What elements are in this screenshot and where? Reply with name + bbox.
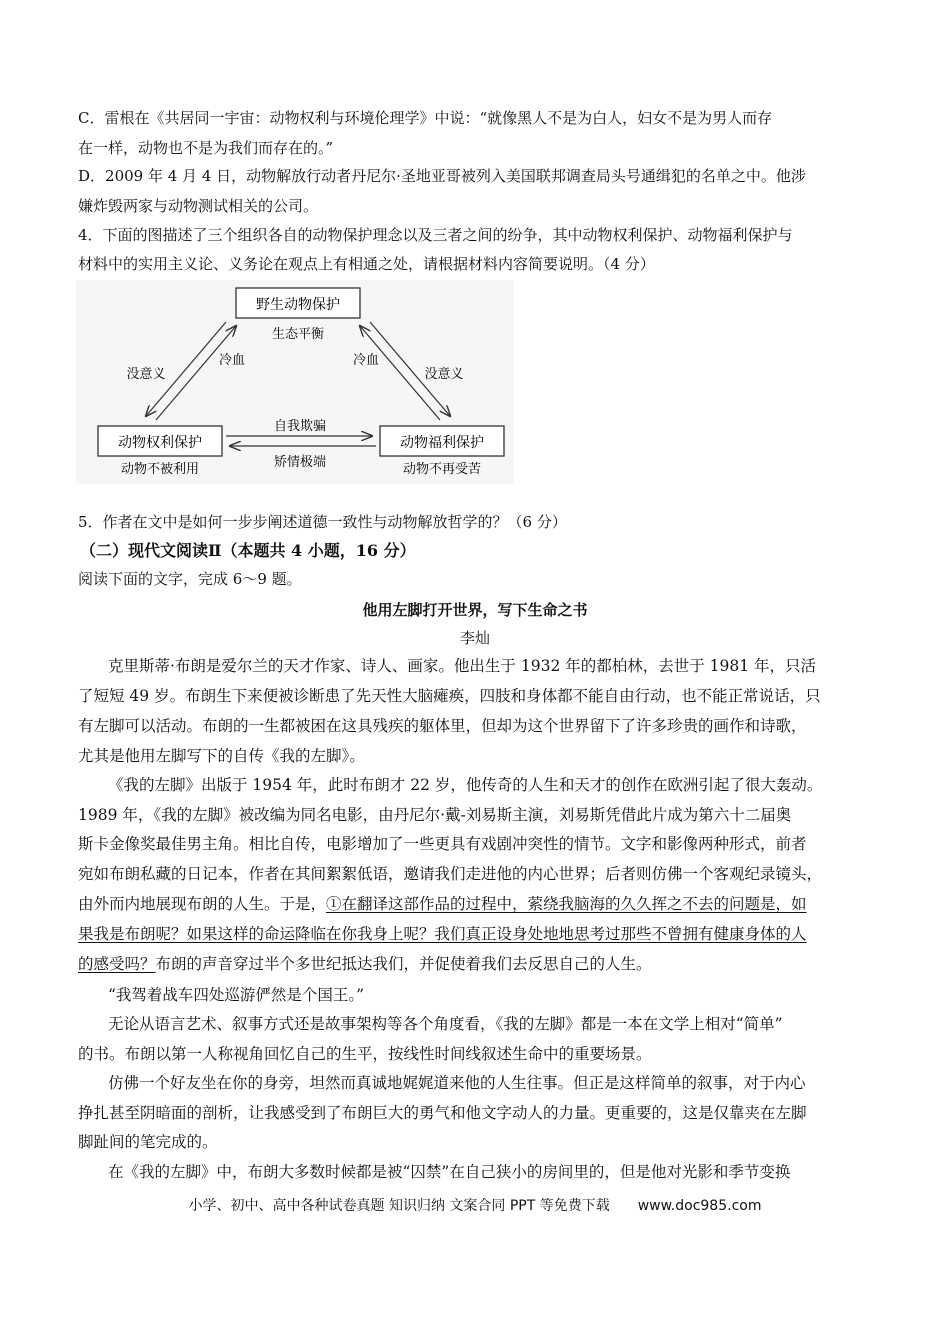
middle-bottom-label: 矫情极端 bbox=[273, 455, 327, 470]
question-5: 5．作者在文中是如何一步步阐述道德一致性与动物解放哲学的？（6 分） bbox=[78, 513, 567, 531]
section-2-heading: （二）现代文阅读Ⅱ（本题共 4 小题，16 分） bbox=[80, 541, 416, 560]
para-1-line-4: 尤其是他用左脚写下的自传《我的左脚》。 bbox=[78, 747, 365, 765]
left-inner-label: 冷血 bbox=[218, 353, 246, 368]
right-box-sub: 动物不再受苦 bbox=[402, 462, 482, 477]
underlined-sentence-part-3: 的感受吗？ bbox=[78, 955, 156, 973]
para-2-line-2: 1989 年，《我的左脚》被改编为同名电影，由丹尼尔·戴-刘易斯主演，刘易斯凭借此片成为第六十二届奥 bbox=[78, 806, 792, 824]
para-2-line-4: 宛如布朗私藏的日记本，作者在其间絮絮低语，邀请我们走进他的内心世界；后者则仿佛一个客观纪录镜头， bbox=[78, 865, 823, 883]
top-box-label: 野生动物保护 bbox=[256, 297, 340, 313]
right-box-label: 动物福利保护 bbox=[400, 435, 484, 451]
underlined-sentence-part-2: 果我是布朗呢？如果这样的命运降临在你我身上呢？我们真正设身处地地思考过那些不曾拥有健康身体的人 bbox=[78, 925, 807, 943]
article-title: 他用左脚打开世界，写下生命之书 bbox=[362, 601, 588, 619]
question-4-line2: 材料中的实用主义论、义务论在观点上有相通之处，请根据材料内容简要说明。（4 分） bbox=[78, 255, 655, 273]
option-c-line2: 在一样，动物也不是为我们而存在的。” bbox=[78, 139, 334, 157]
arrow-left-to-top bbox=[156, 326, 236, 420]
para-4-line-1: 无论从语言艺术、叙事方式还是故事架构等各个角度看，《我的左脚》都是一本在文学上相对“简单” bbox=[108, 1015, 783, 1033]
quote-line: “我驾着战车四处巡游俨然是个国王。” bbox=[108, 986, 365, 1004]
underlined-sentence-part-1: ①在翻译这部作品的过程中，萦绕我脑海的久久挥之不去的问题是，如 bbox=[326, 895, 807, 913]
diagram-svg bbox=[76, 280, 514, 484]
para-5-line-1: 仿佛一个好友坐在你的身旁，坦然而真诚地娓娓道来他的人生往事。但正是这样简单的叙事，对于内心 bbox=[108, 1074, 806, 1092]
para-5-line-3: 脚趾间的笔完成的。 bbox=[78, 1133, 218, 1151]
para-6-line-1: 在《我的左脚》中，布朗大多数时候都是被“囚禁”在自己狭小的房间里的，但是他对光影和季节变换 bbox=[108, 1163, 791, 1181]
left-box-sub: 动物不被利用 bbox=[120, 462, 200, 477]
middle-top-label: 自我欺骗 bbox=[273, 419, 327, 434]
article-author: 李灿 bbox=[459, 629, 490, 647]
para-2-line-1: 《我的左脚》出版于 1954 年，此时布朗才 22 岁，他传奇的人生和天才的创作在欧洲引起了很大轰动。 bbox=[108, 776, 823, 794]
left-outer-label: 没意义 bbox=[126, 367, 166, 382]
para-1-line-2: 了短短 49 岁。布朗生下来便被诊断患了先天性大脑瘫痪，四肢和身体都不能自由行动，也不能正常说话，只 bbox=[78, 687, 821, 705]
para-2-line-5 bbox=[78, 894, 807, 914]
para-2-line-3: 斯卡金像奖最佳男主角。相比自传，电影增加了一些更具有戏剧冲突性的情节。文字和影像两种形式，前者 bbox=[78, 835, 807, 853]
right-outer-label: 没意义 bbox=[424, 367, 464, 382]
option-c-line1: C．雷根在《共居同一宇宙：动物权利与环境伦理学》中说：“就像黑人不是为白人，妇女不是为男人而存 bbox=[78, 109, 773, 127]
left-box-label: 动物权利保护 bbox=[118, 435, 202, 451]
reading-instruction: 阅读下面的文字，完成 6～9 题。 bbox=[78, 570, 302, 588]
para-1-line-3: 有左脚可以活动。布朗的一生都被困在这具残疾的躯体里，但却为这个世界留下了许多珍贵的画作和诗歌， bbox=[78, 717, 807, 735]
page-footer: 小学、初中、高中各种试卷真题 知识归纳 文案合同 PPT 等免费下载 www.doc985.com bbox=[188, 1198, 762, 1214]
protection-diagram bbox=[76, 280, 514, 484]
para-2-line-7 bbox=[78, 954, 652, 974]
top-box-sub: 生态平衡 bbox=[271, 327, 325, 342]
question-4-line1: 4．下面的图描述了三个组织各自的动物保护理念以及三者之间的纷争，其中动物权利保护、动物福利保护与 bbox=[78, 226, 793, 244]
para-1-line-1: 克里斯蒂·布朗是爱尔兰的天才作家、诗人、画家。他出生于 1932 年的都柏林，去世于 1981 年，只活 bbox=[108, 657, 817, 675]
right-inner-label: 冷血 bbox=[352, 353, 380, 368]
para-5-line-2: 挣扎甚至阴暗面的剖析，让我感受到了布朗巨大的勇气和他文字动人的力量。更重要的，这是仅靠夹在左脚 bbox=[78, 1104, 807, 1122]
para-2-line-5-text: 由外而内地展现布朗的人生。于是， bbox=[78, 895, 327, 913]
para-2-line-7-text: 布朗的声音穿过半个多世纪抵达我们，并促使着我们去反思自己的人生。 bbox=[155, 955, 652, 973]
option-d-line2: 嫌炸毁两家与动物测试相关的公司。 bbox=[78, 197, 319, 215]
para-4-line-2: 的书。布朗以第一人称视角回忆自己的生平，按线性时间线叙述生命中的重要场景。 bbox=[78, 1045, 652, 1063]
option-d-line1: D．2009 年 4 月 4 日，动物解放行动者丹尼尔·圣地亚哥被列入美国联邦调查局头号通缉犯的名单之中。他涉 bbox=[78, 167, 806, 185]
